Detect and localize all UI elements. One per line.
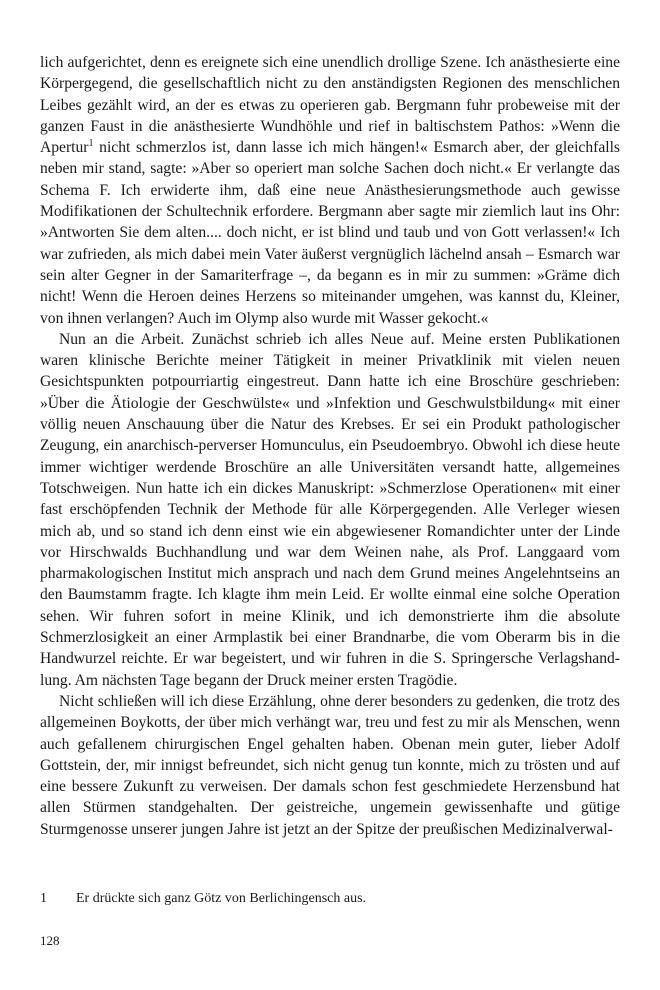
body-text	[40, 52, 620, 840]
footnote-text: Er drückte sich ganz Götz von Berlichingensch aus.	[76, 891, 367, 906]
page-number: 128	[40, 933, 60, 948]
paragraph-1	[40, 52, 620, 329]
paragraph-1-text-a: lich aufgerichtet, denn es ereignete sich eine unendlich drollige Szene. Ich anästhesierte eine Körpergegend, die gesellschaftlich nicht zu den anständigsten Regionen des menschlichen Leibes gezählt wird, an der es etwas zu operieren gab. Bergmann fuhr probeweise mit der ganzen Faust in die anästhesierte Wundhöhle und rief in baltischstem Pathos: »Wenn die Apertur	[40, 54, 620, 157]
footnote-number: 1	[40, 891, 47, 906]
paragraph-2: Nun an die Arbeit. Zunächst schrieb ich alles Neue auf. Meine ersten Publikationen waren klinische Berichte meiner Tätigkeit in meiner Privatklinik mit vielen neuen Gesichtspunkten potpourriartig eingestreut. Dann hatte ich eine Broschüre geschrieben: »Über die Ätiologie der Geschwülste« und »Infektion und Geschwulstbildung« mit einer völlig neuen Anschauung über die Natur des Krebses. Er sei ein Produkt pathologischer Zeugung, ein anarchisch-perverser Homunculus, ein Pseudoembryo. Obwohl ich diese heute immer wichtiger werdende Broschüre an alle Universitäten versandt hatte, allgemeines Totschweigen. Nun hatte ich ein dickes Manuskript: »Schmerzlose Operationen« mit einer fast erschöpfenden Technik der Methode für alle Körpergegenden. Alle Verleger wiesen mich ab, und so stand ich denn einst wie ein abgewiesener Romandichter unter der Linde vor Hirschwalds Buchhandlung und war dem Weinen nahe, als Prof. Langgaard vom pharmakologischen Institut mich ansprach und nach dem Grund meines Angelehntseins an den Baumstamm fragte. Ich klagte ihm mein Leid. Er wollte einmal eine solche Operation sehen. Wir fuhren sofort in meine Klinik, und ich demonstrierte ihm die absolute Schmerzlosigkeit an einer Armplastik bei einer Brandnarbe, die vom Oberarm bis in die Handwurzel reichte. Er war begeistert, und wir fuhren in die S. Springersche Verlagshandlung. Am nächsten Tage begann der Druck meiner ersten Tragödie.	[40, 330, 620, 689]
footnote-marker[interactable]: 1	[88, 138, 94, 150]
footnote	[40, 890, 620, 908]
paragraph-1-text-b: nicht schmerzlos ist, dann lasse ich mich hängen!« Esmarch aber, der gleichfalls neben mir stand, sagte: »Aber so operiert man solche Sachen doch nicht.« Er verlangte das Schema F. Ich erwiderte ihm, daß eine neue Anästhesierungsmethode auch gewisse Modifikationen der Schultechnik erfordere. Bergmann aber sagte mir ziemlich laut ins Ohr: »Antworten Sie dem alten.... doch nicht, er ist blind und taub und von Gott verlassen!« Ich war zufrieden, als mich dabei mein Vater äußerst vergnüglich lächelnd ansah – Esmarch war sein alter Gegner in der Samariterfrage –, da begann es in mir zu summen: »Gräme dich nicht! Wenn die Heroen deines Herzens so miteinander umgehen, was kannst du, Kleiner, von ihnen verlangen? Auch im Olymp also wurde mit Wasser gekocht.«	[40, 139, 620, 327]
paragraph-3: Nicht schließen will ich diese Erzählung, ohne derer besonders zu gedenken, die trotz des allgemeinen Boykotts, der über mich verhängt war, treu und fest zu mir als Menschen, wenn auch gefallenem chirurgischen Engel gehalten haben. Obenan mein guter, lieber Adolf Gottstein, der, mir innigst befreundet, sich nicht genug tun konnte, mich zu trösten und auf eine bessere Zukunft zu verweisen. Der damals schon fest geschmiedete Herzensbund hat allen Stürmen standgehalten. Der geistreiche, ungemein gewissenhafte und gütige Sturmgenosse unserer jungen Jahre ist jetzt an der Spitze der preußischen Medizinalverwal-	[40, 692, 620, 838]
